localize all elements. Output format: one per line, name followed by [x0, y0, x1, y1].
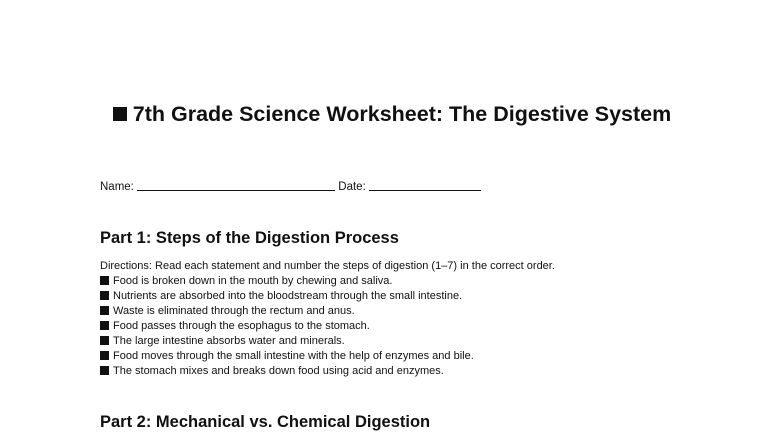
square-bullet-icon	[113, 107, 127, 121]
step-text: Nutrients are absorbed into the bloodstream through the small intestine.	[113, 290, 463, 302]
step-text: The stomach mixes and breaks down food using acid and enzymes.	[113, 365, 444, 377]
date-blank[interactable]	[369, 180, 481, 191]
part1-heading: Part 1: Steps of the Digestion Process	[100, 229, 399, 247]
step-text: Food moves through the small intestine with the help of enzymes and bile.	[113, 350, 474, 362]
list-item	[100, 304, 474, 319]
list-item	[100, 364, 474, 379]
square-bullet-icon	[100, 291, 109, 300]
part1-directions: Directions: Read each statement and number the steps of digestion (1–7) in the correct order.	[100, 260, 555, 272]
name-date-line	[100, 180, 481, 194]
name-label: Name:	[100, 181, 134, 193]
list-item	[100, 319, 474, 334]
part2-heading: Part 2: Mechanical vs. Chemical Digestion	[100, 413, 431, 431]
square-bullet-icon	[100, 336, 109, 345]
worksheet-title	[100, 100, 684, 128]
date-label: Date:	[338, 181, 366, 193]
square-bullet-icon	[100, 306, 109, 315]
worksheet-title-text: 7th Grade Science Worksheet: The Digestive System	[132, 102, 672, 126]
step-text: Food is broken down in the mouth by chewing and saliva.	[113, 275, 393, 287]
square-bullet-icon	[100, 351, 109, 360]
name-blank[interactable]	[137, 180, 335, 191]
square-bullet-icon	[100, 321, 109, 330]
square-bullet-icon	[100, 366, 109, 375]
step-text: The large intestine absorbs water and minerals.	[113, 335, 345, 347]
list-item	[100, 349, 474, 364]
step-text: Food passes through the esophagus to the stomach.	[113, 320, 370, 332]
digestion-steps-list	[100, 274, 474, 379]
list-item	[100, 334, 474, 349]
list-item	[100, 289, 474, 304]
square-bullet-icon	[100, 276, 109, 285]
list-item	[100, 274, 474, 289]
step-text: Waste is eliminated through the rectum and anus.	[113, 305, 355, 317]
